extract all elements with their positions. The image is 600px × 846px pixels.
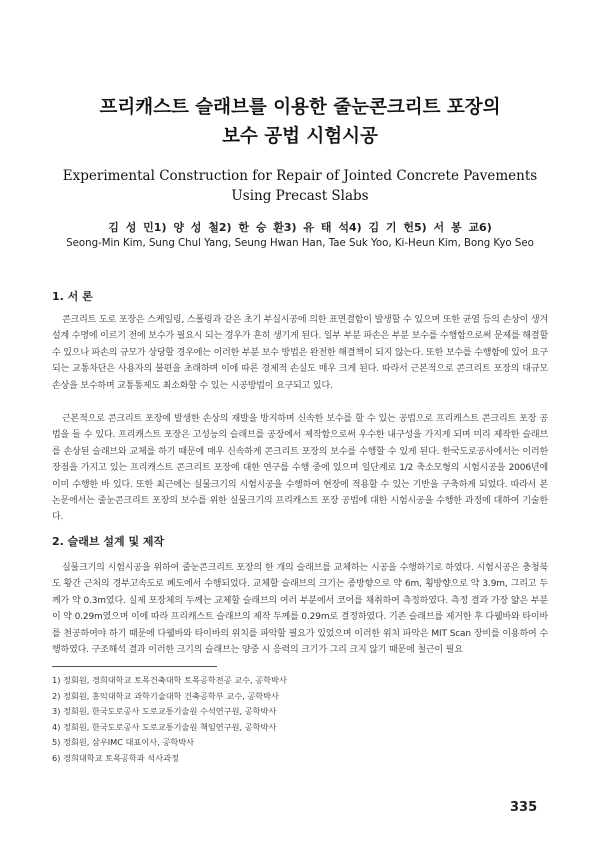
korean-title-line-2: 보수 공법 시험시공 [222,126,378,147]
footnote: 4) 정회원, 한국도로공사 도로교통기술원 책임연구원, 공학박사 [52,721,277,732]
english-title-line-2: Using Precast Slabs [231,188,369,204]
footnote: 5) 정회원, 삼우IMC 대표이사, 공학박사 [52,737,195,748]
footnote: 3) 정회원, 한국도로공사 도로교통기술원 수석연구원, 공학박사 [52,706,277,717]
footnote: 1) 정회원, 경희대학교 토목건축대학 토목공학전공 교수, 공학박사 [52,675,287,685]
footnote: 2) 정회원, 홍익대학교 과학기술대학 건축공학부 교수, 공학박사 [52,690,279,701]
authors-korean: 김 성 민1) 양 성 철2) 한 승 환3) 유 태 석4) 김 기 헌5) 서 봉 교6) [108,221,492,234]
section-heading-slab-design: 2. 슬래브 설계 및 제작 [52,535,165,548]
section-heading-introduction: 1. 서 론 [52,290,93,303]
paragraph: 근본적으로 콘크리트 포장에 발생한 손상의 재발을 방지하며 신속한 보수를 할 수 있는 공법으로 프리캐스트 콘크리트 포장 공법을 들 수 있다. 프리캐스트 포장은 고성능의 슬래브를 공장에서 제작함으로써 우수한 내구성을 가지게 되며 미리 제작한 슬래브를 손상된 슬래브와 교체를 하기 때문에 매우 신속하게 콘크리트 포장의 보수를 수행할 수 있게 된다. 한국도로공사에서는 이러한 장점을 가지고 있는 프리캐스트 콘크리트 포장에 대한 연구를 수행 중에 있으며 일단계로 1/2 축소모형의 시험시공을 2006년에 이미 수행한 바 있다. 또한 최근에는 실물크기의 시험시공을 수행하여 현장에 적용할 수 있는 기반을 구축하게 되었다. 따라서 본 논문에서는 줄눈콘크리트 포장의 보수를 위한 실물크기의 프리캐스트 포장 공법에 대한 시험시공을 수행한 과정에 대하여 기술한다. [52,414,548,523]
page-number: 335 [510,800,538,815]
footnote: 6) 경희대학교 토목공학과 석사과정 [52,752,179,763]
footnote-divider [52,666,217,667]
paragraph: 콘크리트 도로 포장은 스케일링, 스폴링과 같은 초기 부실시공에 의한 표면결함이 발생할 수 있으며 또한 균열 등의 손상이 생겨 설계 수명에 이르기 전에 보수가 필요시 되는 경우가 흔히 생기게 된다. 일부 부분 파손은 부분 보수를 수행함으로써 문제를 해결할 수 있으나 파손의 규모가 상당할 경우에는 이러한 부분 보수 방법은 완전한 해결책이 되지 않는다. 또한 보수를 수행함에 있어 요구되는 교통차단은 사용자의 불편을 초래하며 이에 따른 경제적 손실도 매우 크게 된다. 따라서 근본적으로 콘크리트 포장의 대규모 손상을 보수하며 교통통제도 최소화할 수 있는 시공방법이 요구되고 있다. [52,315,548,391]
footnotes [52,673,548,767]
authors-english: Seong-Min Kim, Sung Chul Yang, Seung Hwan Han, Tae Suk Yoo, Ki-Heun Kim, Bong Kyo Seo [66,238,534,249]
paragraph: 실물크기의 시험시공을 위하여 줄눈콘크리트 포장의 한 개의 슬래브를 교체하는 시공을 수행하기로 하였다. 시험시공은 충청북도 황간 근처의 경부고속도로 폐도에서 수행되었다. 교체할 슬래브의 크기는 종방향으로 약 6m, 횡방향으로 약 3.9m, 그리고 두께가 약 0.3m였다. 실제 포장체의 두께는 교체할 슬래브의 여러 부분에서 코어를 채취하여 측정하였다. 측정 결과 가장 얇은 부분이 약 0.29m였으며 이에 따라 프리캐스트 슬래브의 제작 두께를 0.29m로 결정하였다. 기존 슬래브를 제거한 후 다웰바와 타이바를 천공하여야 하기 때문에 다웰바와 타이바의 위치를 파악할 필요가 있었으며 이러한 위치 파악은 MIT Scan 장비를 이용하여 수행하였다. 구조해석 결과 이러한 크기의 슬래브는 양중 시 응력의 크기가 그리 크지 않기 때문에 철근이 필요 [52,563,548,656]
korean-title-line-1: 프리캐스트 슬래브를 이용한 줄눈콘크리트 포장의 [99,97,501,118]
english-title-line-1: Experimental Construction for Repair of Jointed Concrete Pavements [62,168,538,184]
